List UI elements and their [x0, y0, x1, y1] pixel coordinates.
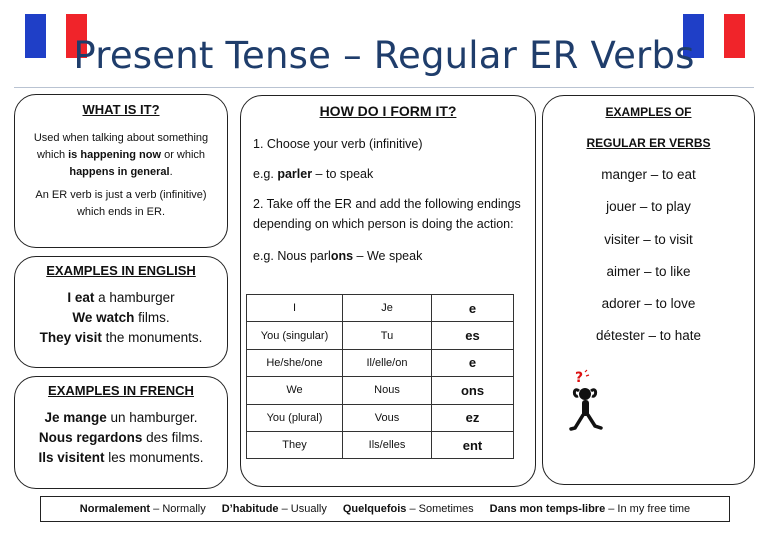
english-translation: – Sometimes — [406, 503, 474, 515]
example-verb: Nous regardons — [38, 430, 143, 445]
verb-item: visiter – to visit — [604, 231, 693, 247]
english-translation: – Usually — [278, 503, 327, 515]
er-examples-heading-line1: EXAMPLES OF — [605, 105, 692, 119]
example-verb: Je mange — [44, 410, 107, 425]
what-is-it-heading: WHAT IS IT? — [82, 102, 160, 117]
example-verb: We watch — [72, 310, 135, 325]
example-translation: – to speak — [312, 167, 374, 181]
table-row — [247, 404, 514, 431]
example-line — [15, 328, 227, 348]
example-nous-parlons — [253, 246, 523, 266]
time-expression — [222, 503, 327, 515]
verb-item: manger – to eat — [601, 167, 696, 182]
time-expression — [80, 503, 206, 515]
french-pronoun: Tu — [343, 322, 432, 349]
verb-item: adorer – to love — [601, 296, 696, 312]
endings-table — [246, 294, 514, 459]
table-row — [247, 431, 514, 458]
example-verb: parler — [277, 167, 313, 181]
english-example-list — [15, 288, 227, 348]
french-expression: Normalement — [79, 503, 151, 515]
time-expression — [343, 503, 474, 515]
time-expressions-bar — [40, 496, 730, 522]
svg-text:?: ? — [575, 370, 584, 386]
example-verb: I eat — [67, 290, 95, 305]
verb-ending: ons — [432, 377, 514, 404]
english-translation: – Normally — [150, 503, 206, 515]
example-verb: Ils visitent — [38, 450, 105, 465]
examples-french-heading: EXAMPLES IN FRENCH — [48, 383, 194, 398]
english-pronoun: You (singular) — [247, 322, 343, 349]
examples-english-box — [14, 256, 228, 368]
french-expression: D’habitude — [221, 503, 279, 515]
verb-item: détester – to hate — [595, 328, 702, 344]
english-pronoun: They — [247, 431, 343, 458]
verb-ending: ez — [432, 404, 514, 431]
example-line — [15, 408, 227, 428]
example-rest: a hamburger — [94, 290, 175, 305]
description-text: Used when talking about something which — [33, 132, 209, 161]
er-verb-definition: An ER verb is just a verb (infinitive) which ends in ER. — [35, 189, 207, 218]
example-rest: films. — [134, 310, 170, 325]
french-example-list — [15, 408, 227, 468]
er-examples-heading-line2: REGULAR ER VERBS — [586, 136, 711, 150]
description-text: or which — [161, 149, 206, 161]
title-divider — [14, 87, 754, 88]
french-expression: Quelquefois — [342, 503, 407, 515]
example-translation: – We speak — [353, 249, 423, 263]
example-rest: les monuments. — [104, 450, 204, 465]
verb-ending: e — [432, 349, 514, 376]
description-text: . — [169, 166, 173, 178]
step-two: 2. Take off the ER and add the following endings depending on which person is doing the action: — [253, 197, 521, 231]
english-pronoun: We — [247, 377, 343, 404]
what-is-it-description — [25, 130, 217, 181]
french-pronoun: Je — [343, 295, 432, 322]
verb-ending: es — [432, 322, 514, 349]
french-pronoun: Vous — [343, 404, 432, 431]
example-rest: the monuments. — [101, 330, 203, 345]
examples-french-box — [14, 376, 228, 489]
french-expression: Dans mon temps-libre — [489, 503, 606, 515]
table-row — [247, 295, 514, 322]
french-pronoun: Il/elle/on — [343, 349, 432, 376]
example-prefix: e.g. — [253, 167, 278, 181]
what-is-it-box — [14, 94, 228, 248]
verb-ending: e — [432, 295, 514, 322]
example-ending: ons — [330, 249, 354, 263]
example-rest: des films. — [142, 430, 204, 445]
table-row — [247, 349, 514, 376]
french-pronoun: Ils/elles — [343, 431, 432, 458]
description-bold: is happening now — [68, 149, 162, 161]
example-parler — [253, 164, 523, 184]
example-verb: They visit — [39, 330, 102, 345]
example-prefix: e.g. Nous parl — [253, 249, 331, 263]
example-line — [15, 448, 227, 468]
example-line — [15, 308, 227, 328]
examples-english-heading: EXAMPLES IN ENGLISH — [46, 263, 196, 278]
table-row — [247, 322, 514, 349]
step-one: 1. Choose your verb (infinitive) — [253, 137, 423, 151]
page-title: Present Tense – Regular ER Verbs — [73, 34, 695, 77]
how-to-form-box — [240, 95, 536, 487]
verb-item: jouer – to play — [606, 199, 691, 215]
description-bold: happens in general — [69, 166, 170, 178]
example-rest: un hamburger. — [106, 410, 198, 425]
verb-ending: ent — [432, 431, 514, 458]
er-verb-list — [543, 159, 754, 353]
english-translation: – In my free time — [605, 503, 691, 515]
english-pronoun: He/she/one — [247, 349, 343, 376]
er-verb-examples-box — [542, 95, 755, 485]
french-pronoun: Nous — [343, 377, 432, 404]
english-pronoun: You (plural) — [247, 404, 343, 431]
english-pronoun: I — [247, 295, 343, 322]
example-line — [15, 288, 227, 308]
verb-item: aimer – to like — [606, 263, 691, 279]
time-expression — [490, 503, 691, 515]
confused-stick-figure-icon — [567, 368, 607, 438]
example-line — [15, 428, 227, 448]
table-row — [247, 377, 514, 404]
how-to-form-heading: HOW DO I FORM IT? — [319, 103, 457, 119]
